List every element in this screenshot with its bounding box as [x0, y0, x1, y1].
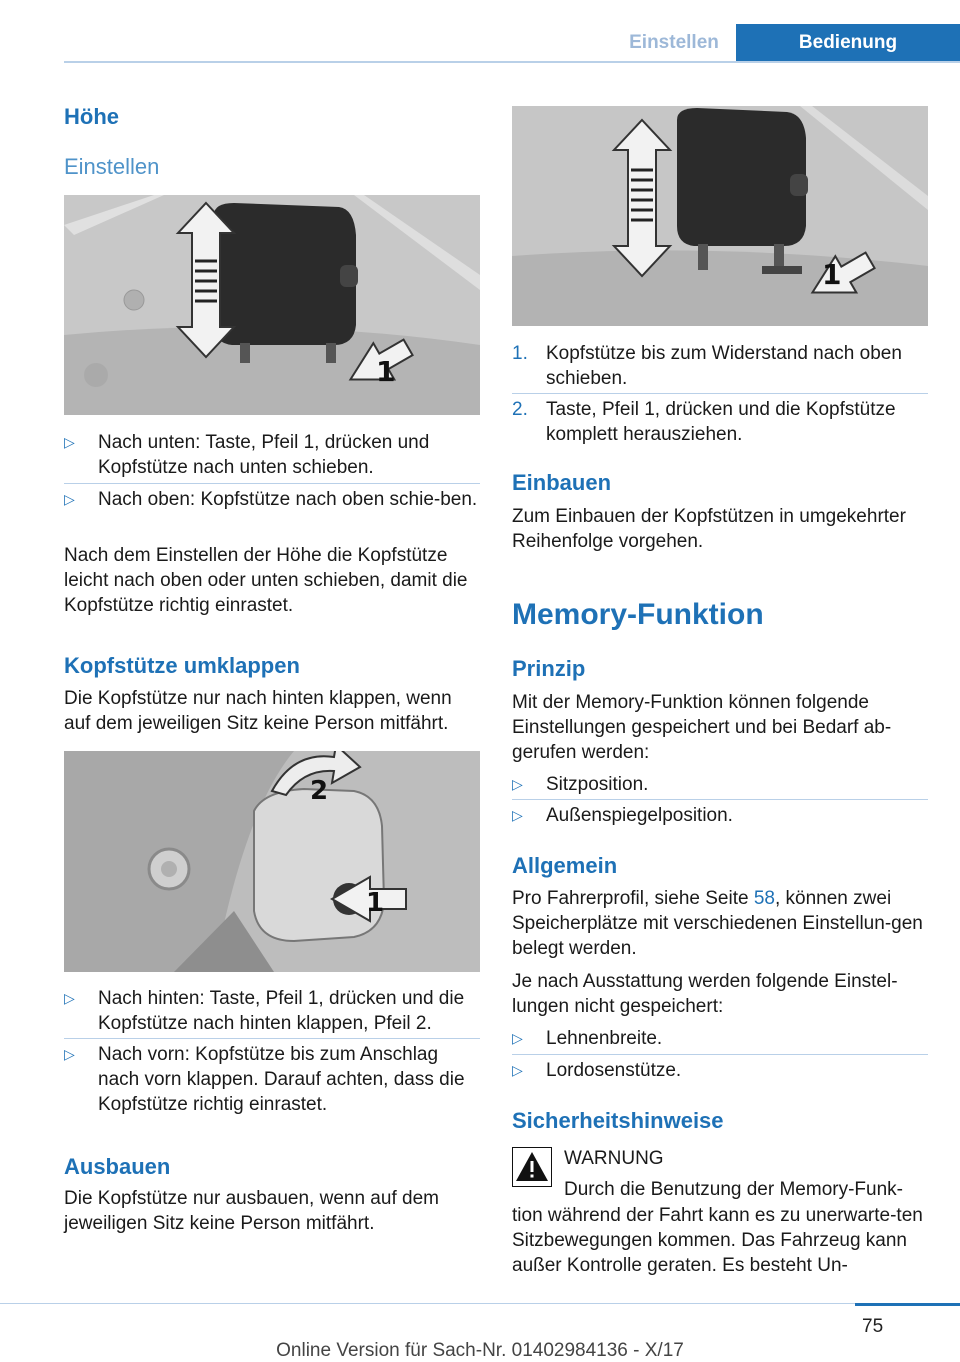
list-divider: [64, 483, 480, 484]
numbered-step: 2. Taste, Pfeil 1, drücken und die Kopfstütze komplett herausziehen.: [512, 399, 896, 445]
list-divider: [64, 1038, 480, 1039]
list-divider: [512, 1054, 928, 1055]
triangle-right-icon: ▷: [512, 776, 523, 792]
triangle-right-icon: ▷: [64, 491, 75, 507]
headrest-fold-figure: [64, 751, 480, 972]
warning-text: tion während der Fahrt kann es zu unerwarte-ten Sitzbewegungen kommen. Das Fahrzeug kann außer Kontrolle geraten. Es besteht Un-: [512, 1205, 923, 1276]
paragraph: Die Kopfstütze nur nach hinten klappen, wenn auf dem jeweiligen Sitz keine Person mitfährt.: [64, 688, 452, 734]
list-item: ▷ Nach unten: Taste, Pfeil 1, drücken und Kopfstütze nach unten schieben.: [64, 432, 430, 478]
figure-callout-1: 1: [376, 355, 396, 388]
page-number: 75: [862, 1316, 884, 1337]
triangle-right-icon: ▷: [64, 434, 75, 450]
heading-memory-funktion: Memory-Funktion: [512, 598, 764, 631]
header-tab-einstellen[interactable]: Einstellen: [629, 32, 719, 53]
warning-title: WARNUNG: [564, 1148, 664, 1169]
list-item: ▷ Lordosenstütze.: [512, 1060, 682, 1081]
paragraph: Nach dem Einstellen der Höhe die Kopfstütze leicht nach oben oder unten schieben, damit die Kopfstütze richtig einrastet.: [64, 545, 468, 616]
triangle-right-icon: ▷: [64, 1046, 75, 1062]
warning-text-first-line: Durch die Benutzung der Memory-Funk-: [564, 1179, 903, 1200]
paragraph: Pro Fahrerprofil, siehe Seite 58, können zwei Speicherplätze mit verschiedenen Einstellun-gen belegt werden.: [512, 888, 923, 959]
figure-callout-1: 1: [366, 888, 385, 918]
header-rule: [64, 61, 960, 63]
figure-callout-2: 2: [310, 776, 329, 806]
heading-ausbauen: Ausbauen: [64, 1154, 171, 1179]
list-divider: [512, 799, 928, 800]
heading-einbauen: Einbauen: [512, 470, 612, 495]
triangle-right-icon: ▷: [512, 1062, 523, 1078]
figure-callout-1: 1: [822, 258, 842, 291]
paragraph: Zum Einbauen der Kopfstützen in umgekehrter Reihenfolge vorgehen.: [512, 506, 906, 552]
heading-sicherheitshinweise: Sicherheitshinweise: [512, 1108, 724, 1133]
headrest-removal-figure: [512, 106, 928, 326]
page-link[interactable]: 58: [753, 888, 775, 909]
subheading-einstellen: Einstellen: [64, 154, 160, 179]
paragraph: Die Kopfstütze nur ausbauen, wenn auf dem jeweiligen Sitz keine Person mitfährt.: [64, 1188, 439, 1234]
list-item: ▷ Lehnenbreite.: [512, 1028, 663, 1049]
heading-hoehe: Höhe: [64, 104, 119, 129]
list-item: ▷ Sitzposition.: [512, 774, 649, 795]
header-tab-bedienung[interactable]: Bedienung: [736, 24, 960, 62]
footer-accent-rule: [855, 1303, 960, 1306]
list-divider: [512, 393, 928, 394]
list-item: ▷ Nach vorn: Kopfstütze bis zum Anschlag nach vorn klappen. Darauf achten, dass die Kopfstütze richtig einrastet.: [64, 1044, 465, 1115]
heading-kopfstuetze-umklappen: Kopfstütze umklappen: [64, 653, 300, 678]
triangle-right-icon: ▷: [64, 990, 75, 1006]
list-item: ▷ Nach hinten: Taste, Pfeil 1, drücken und die Kopfstütze nach hinten klappen, Pfeil 2.: [64, 988, 465, 1034]
paragraph: Je nach Ausstattung werden folgende Einstel-lungen nicht gespeichert:: [512, 971, 898, 1017]
list-item: ▷ Nach oben: Kopfstütze nach oben schie-ben.: [64, 489, 478, 510]
list-item: ▷ Außenspiegelposition.: [512, 805, 733, 826]
triangle-right-icon: ▷: [512, 1030, 523, 1046]
headrest-height-figure: [64, 195, 480, 415]
warning-triangle-icon: [512, 1147, 552, 1187]
heading-prinzip: Prinzip: [512, 656, 586, 681]
online-version-note: Online Version für Sach-Nr. 01402984136 - X/17: [276, 1340, 684, 1361]
numbered-step: 1. Kopfstütze bis zum Widerstand nach oben schieben.: [512, 343, 902, 389]
footer-rule: [0, 1303, 960, 1304]
triangle-right-icon: ▷: [512, 807, 523, 823]
heading-allgemein: Allgemein: [512, 853, 618, 878]
paragraph: Mit der Memory-Funktion können folgende Einstellungen gespeichert und bei Bedarf ab-gerufen werden:: [512, 692, 892, 763]
